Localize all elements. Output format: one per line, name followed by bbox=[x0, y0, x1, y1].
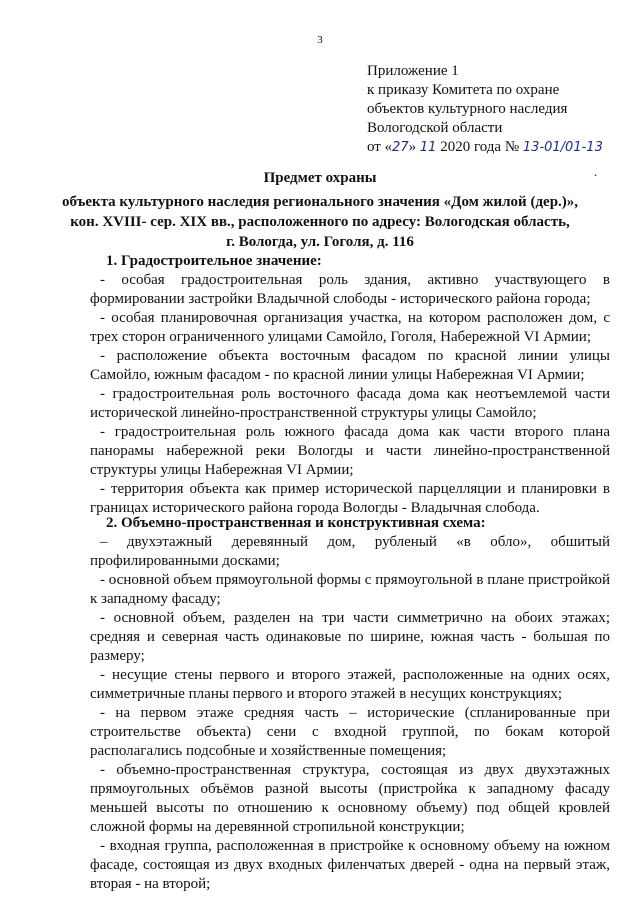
section-1-item: - особая градостроительная роль здания, активно участвующего в формировании застройки Владычной слободы - исторического района города; bbox=[90, 272, 610, 307]
appendix-line-3: объектов культурного наследия bbox=[367, 101, 568, 117]
section-2-item: - объемно-пространственная структура, состоящая из двух двухэтажных прямоугольных объёмов разной высоты (пристройка к западному фасаду меньшей высоты по отношению к основному объему) под общей кровлей сложной формы на деревянной стропильной конструкции; bbox=[90, 762, 610, 835]
document-title bbox=[30, 168, 610, 252]
section-urban-planning bbox=[90, 252, 610, 518]
date-mid: » bbox=[408, 139, 420, 155]
section-2-item: - основной объем, разделен на три части симметрично на обоих этажах; средняя и северная часть одинаковые по ширине, южная часть - большая по размеру; bbox=[90, 610, 610, 664]
appendix-line-4: Вологодской области bbox=[367, 120, 503, 136]
section-2-item: – двухэтажный деревянный дом, рубленый «в обло», обшитый профилированными досками; bbox=[90, 534, 610, 569]
section-1-item: - расположение объекта восточным фасадом по красной линии улицы Самойло, южным фасадом - по красной линии улицы Набережная VI Армии; bbox=[90, 348, 610, 383]
section-1-item: - особая планировочная организация участка, на котором расположен дом, с трех сторон ограниченного улицами Самойло, Гоголя, Набережной VI Армии; bbox=[90, 310, 610, 345]
title-line-2: объекта культурного наследия регионального значения «Дом жилой (дер.)», bbox=[61, 194, 579, 210]
page-number: 3 bbox=[317, 34, 323, 46]
handwritten-month: 11 bbox=[419, 140, 437, 155]
handwritten-day: 27 bbox=[392, 140, 409, 155]
appendix-line-2: к приказу Комитета по охране bbox=[367, 82, 560, 98]
section-2-item: - несущие стены первого и второго этажей, расположенные на одних осях, симметричные планы первого и второго этажей в несущих конструкциях; bbox=[90, 667, 610, 702]
section-2-item: - основной объем прямоугольной формы с прямоугольной в плане пристройкой к западному фасаду; bbox=[90, 572, 610, 607]
margin-mark: . bbox=[594, 164, 598, 179]
title-line-3: кон. XVIII- сер. XIX вв., расположенного по адресу: Вологодская область, bbox=[70, 214, 570, 230]
title-line-4: г. Вологда, ул. Гоголя, д. 116 bbox=[226, 234, 414, 250]
section-2-item: - входная группа, расположенная в пристройке к основному объему на южном фасаде, состоящая из двух входных филенчатых дверей - одна на первый этаж, вторая - на второй; bbox=[90, 838, 610, 892]
title-line-1: Предмет охраны bbox=[263, 170, 377, 186]
section-1-item: - градостроительная роль южного фасада дома как части второго плана панорамы набережной реки Вологды и части линейно-пространственной структуры улицы Набережная VI Армии; bbox=[90, 424, 610, 478]
appendix-date-line bbox=[367, 138, 603, 157]
appendix-block bbox=[367, 62, 603, 157]
date-year: 2020 года № bbox=[436, 139, 520, 155]
appendix-line-1: Приложение 1 bbox=[367, 63, 459, 79]
section-1-item: - градостроительная роль восточного фасада дома как неотъемлемой части исторической линейно-пространственной структуры улицы Самойло; bbox=[90, 386, 610, 421]
section-2-item: - на первом этаже средняя часть – исторические (спланированные при строительстве объекта) сени с входной группой, по бокам которой располагались подсобные и хозяйственные помещения; bbox=[90, 705, 610, 759]
date-prefix: от « bbox=[367, 139, 393, 155]
section-structure bbox=[90, 514, 610, 894]
section-1-item: - территория объекта как пример исторической парцелляции и планировки в границах исторического района города Вологды - Владычная слобода. bbox=[90, 481, 610, 516]
section-1-heading: 1. Градостроительное значение: bbox=[106, 253, 322, 269]
section-2-heading: 2. Объемно-пространственная и конструктивная схема: bbox=[106, 515, 486, 531]
handwritten-order-number: 13-01/01-13 bbox=[522, 140, 603, 155]
